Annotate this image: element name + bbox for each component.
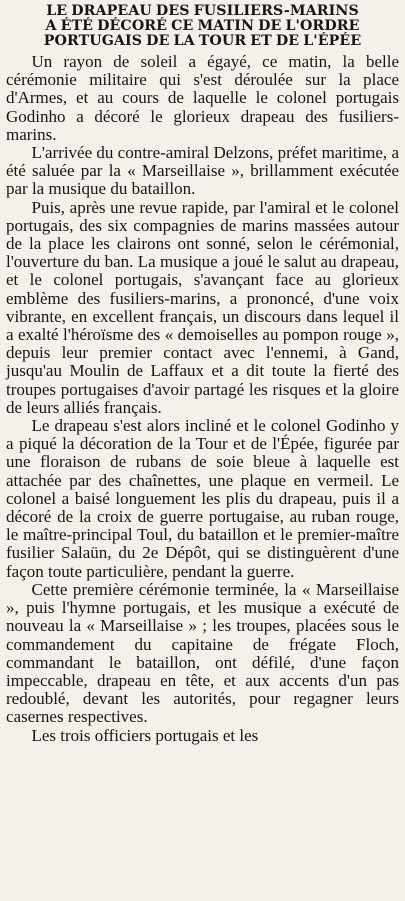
headline-line-1: LE DRAPEAU DES FUSILIERS-MARINS xyxy=(46,3,359,19)
paragraph-decoration: Le drapeau s'est alors incliné et le colonel Godinho y a piqué la décoration de la Tour et de l'Épée, figurée par une floraison de rubans de soie bleue à laquelle est attachée par des chaînettes, une plaque en vermeil. Le colonel a baisé longuement les plis du drapeau, puis il a décoré de la croix de guerre portugaise, au ruban rouge, le maître-principal Toul, du bataillon et le premier-maître fusilier Salaün, du 2e Dépôt, qui se distinguèrent d'une façon toute particulière, pendant la guerre. xyxy=(6,416,399,581)
paragraph-ceremony: Un rayon de soleil a égayé, ce matin, la belle cérémonie militaire qui s'est déroulée sur la place d'Armes, et au cours de laquelle le colonel portugais Godinho a décoré le glorieux drapeau des fusiliers-marins. xyxy=(6,52,399,144)
paragraph-parade: Cette première cérémonie terminée, la « Marseillaise », puis l'hymne portugais, et les musique a exécuté de nouveau la « Marseillaise » ; les troupes, placées sous le commandement du capitaine de frégate Floch, commandant le bataillon, ont défilé, d'une façon impeccable, drapeau en tête, et aux accents d'un pas redoublé, devant les autorités, pour regagner leurs casernes respectives. xyxy=(6,579,399,727)
paragraph-closing: Les trois officiers portugais et les xyxy=(31,725,259,745)
article-body xyxy=(6,53,399,745)
paragraph-speech: Puis, après une revue rapide, par l'amiral et le colonel portugais, des six compagnies de marins massées autour de la place les clairons ont sonné, selon le cérémonial, l'ouverture du ban. La musique a joué le salut au drapeau, et le colonel portugais, s'avançant face au glorieux emblème des fusiliers-marins, a prononcé, d'une voix vibrante, en excellent français, un discours dans lequel il a exalté l'héroïsme des « demoiselles au pompon rouge », depuis leur premier contact avec l'ennemi, à Gand, jusqu'au Moulin de Laffaux et a dit toute la fierté des troupes portugaises d'avoir partagé les risques et la gloire de leurs alliés français. xyxy=(6,197,399,417)
headline-line-2: A ÉTÉ DÉCORÉ CE MATIN DE L'ORDRE xyxy=(45,18,360,34)
paragraph-arrival: L'arrivée du contre-amiral Delzons, préfet maritime, a été saluée par la « Marseillaise », brillamment exécutée par la musique du bataillon. xyxy=(6,143,399,199)
headline-line-3: PORTUGAIS DE LA TOUR ET DE L'ÉPÉE xyxy=(43,33,362,49)
article-headline xyxy=(6,4,399,49)
